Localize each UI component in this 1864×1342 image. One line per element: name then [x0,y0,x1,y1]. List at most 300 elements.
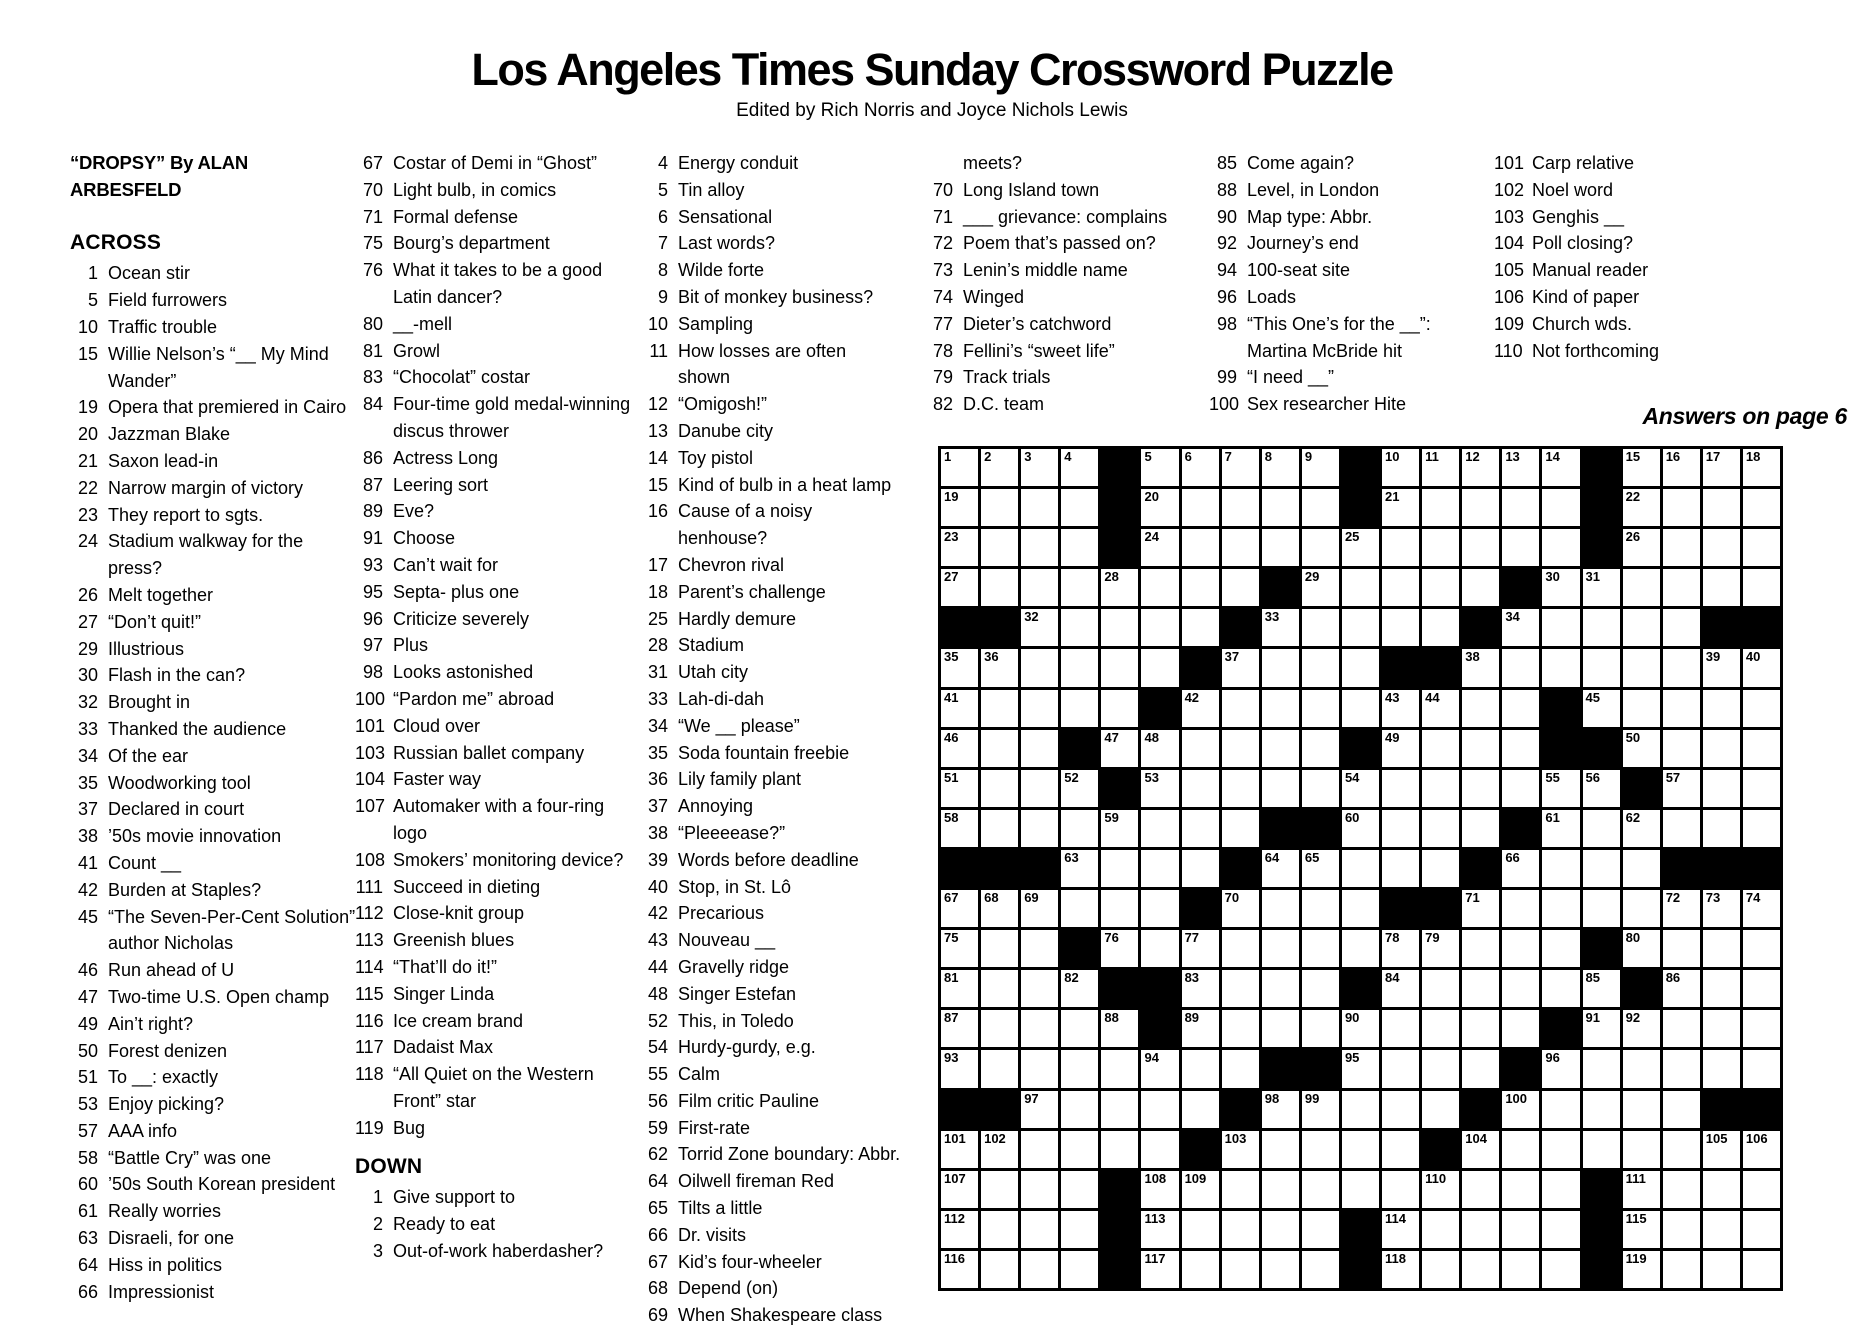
grid-cell [1623,1171,1660,1208]
grid-cell [1583,649,1620,686]
grid-cell [1182,970,1219,1007]
clue-number: 70 [932,179,953,200]
clue-text: Leering sort [393,474,489,495]
grid-cell-number: 10 [1385,449,1400,464]
clue-text: Run ahead of U [108,960,235,981]
clue-item [640,900,902,927]
clue-text: Jazzman Blake [108,424,231,445]
clue-text: Succeed in dieting [393,876,541,897]
clue-text: Kid’s four-wheeler [678,1251,822,1272]
clue-number: 6 [657,206,668,227]
down-clues-1 [355,1184,635,1264]
grid-cell [1061,970,1098,1007]
grid-cell [941,1251,978,1288]
grid-cell [1663,1211,1700,1248]
clue-number: 107 [355,796,386,817]
grid-cell [1061,850,1098,887]
grid-cell-number: 113 [1144,1210,1166,1226]
clue-item [640,632,902,659]
clue-text: Noel word [1532,179,1614,200]
grid-cell [1021,489,1058,526]
clue-text: Four-time gold medal-winning discus thrower [393,394,631,441]
clue-item [70,1038,362,1065]
grid-cell [1743,690,1780,727]
clue-number: 17 [647,554,668,575]
grid-cell [1502,649,1539,686]
clue-number: 48 [647,983,668,1004]
grid-cell-number: 116 [944,1250,965,1266]
clue-continuation [925,150,1205,177]
grid-cell-black [1663,850,1700,887]
grid-cell [981,890,1018,927]
clue-text: Energy conduit [678,153,799,173]
grid-cell-number: 8 [1264,449,1272,464]
grid-cell [1141,930,1178,967]
grid-cell [1623,1091,1660,1128]
grid-cell [1302,489,1339,526]
clue-item [640,391,902,418]
grid-cell [1663,1010,1700,1047]
grid-cell [1502,1171,1539,1208]
grid-cell [1422,730,1459,767]
grid-cell [1302,850,1339,887]
clue-number: 102 [1494,179,1525,200]
grid-cell [1542,1091,1579,1128]
grid-cell [1342,770,1379,807]
clue-number: 49 [77,1013,98,1034]
grid-cell [1743,1010,1780,1047]
grid-cell [1061,609,1098,646]
clue-item [640,1034,902,1061]
clue-item [1209,364,1495,391]
clue-number: 23 [77,504,98,525]
grid-cell-number: 35 [944,649,959,665]
grid-cell-number: 102 [984,1130,1006,1146]
grid-cell [1382,810,1419,847]
clue-item [1209,391,1495,418]
clue-text: Dadaist Max [393,1037,494,1058]
clue-number: 117 [355,1037,384,1058]
clue-item [70,582,362,609]
clue-item [355,391,635,445]
grid-cell-black [1182,1131,1219,1168]
grid-cell-number: 1 [944,449,952,464]
grid-cell [1703,1010,1740,1047]
grid-cell [1542,649,1579,686]
clue-text: Formal defense [393,206,519,227]
grid-cell [1623,730,1660,767]
grid-cell-number: 43 [1385,689,1400,705]
grid-cell [1182,810,1219,847]
grid-cell-number: 22 [1625,489,1641,505]
clue-item [640,713,902,740]
grid-cell [1061,810,1098,847]
clue-text: Parent’s challenge [678,581,826,602]
clue-item [355,900,635,927]
clue-number: 1 [372,1187,383,1208]
grid-cell [1061,1251,1098,1288]
grid-cell [1663,810,1700,847]
grid-cell [1061,890,1098,927]
grid-cell [1422,770,1459,807]
clue-text: Flash in the can? [108,665,246,686]
clue-item [925,284,1205,311]
clue-text: Level, in London [1247,179,1380,200]
grid-cell-number: 61 [1545,809,1560,825]
grid-cell [1703,489,1740,526]
clue-item [1209,177,1495,204]
grid-cell [1302,649,1339,686]
grid-cell [1422,1211,1459,1248]
clue-text: Wilde forte [678,260,765,281]
grid-cell-number: 7 [1224,449,1232,464]
clue-text: Lenin’s middle name [963,260,1128,281]
clue-text: Winged [963,286,1025,307]
clue-text: Kind of bulb in a heat lamp [678,474,892,495]
clue-text: Of the ear [108,745,189,766]
grid-cell-number: 54 [1344,769,1360,785]
grid-cell [1422,569,1459,606]
grid-cell [1141,890,1178,927]
clue-number: 21 [77,450,98,471]
grid-cell-number: 17 [1705,449,1721,464]
clue-text: Woodworking tool [108,772,251,793]
grid-cell [1342,649,1379,686]
clue-item [70,1011,362,1038]
clue-text: Burden at Staples? [108,879,262,900]
grid-cell [1743,489,1780,526]
clue-text: Actress Long [393,447,499,468]
grid-cell [1021,529,1058,566]
clue-item [640,1275,902,1302]
grid-cell [1663,1251,1700,1288]
grid-cell [1342,930,1379,967]
grid-cell [1222,1211,1259,1248]
grid-cell [1462,529,1499,566]
clue-number: 114 [355,956,384,977]
grid-cell-number: 84 [1385,970,1400,986]
grid-cell-number: 90 [1344,1010,1360,1026]
clue-text: Traffic trouble [108,316,218,337]
clue-item [355,498,635,525]
grid-cell [1542,609,1579,646]
grid-cell-number: 76 [1104,930,1119,946]
grid-cell [1623,1010,1660,1047]
grid-cell [1182,930,1219,967]
grid-cell-number: 114 [1385,1210,1407,1226]
grid-cell [1262,1131,1299,1168]
grid-cell-number: 117 [1144,1250,1166,1266]
grid-cell-number: 50 [1625,729,1641,745]
grid-cell [1021,569,1058,606]
grid-cell [1703,770,1740,807]
clue-text: meets? [963,153,1023,173]
clue-item [1209,230,1495,257]
grid-cell [1141,1050,1178,1087]
clue-item [640,338,902,392]
grid-cell [1502,1010,1539,1047]
grid-cell-black [1462,1091,1499,1128]
clue-item [925,204,1205,231]
grid-cell [1141,1091,1178,1128]
clue-text: Declared in court [108,799,245,820]
clue-item [355,338,635,365]
grid-cell [1262,489,1299,526]
clue-text: Map type: Abbr. [1247,206,1373,227]
grid-cell [1101,890,1138,927]
clue-number: 103 [1494,206,1525,227]
grid-cell-number: 42 [1184,689,1200,705]
clue-text: They report to sgts. [108,504,264,525]
grid-cell [1743,970,1780,1007]
clue-number: 5 [657,179,668,200]
grid-cell-number: 31 [1585,569,1600,585]
grid-cell [1061,770,1098,807]
grid-cell [1502,1211,1539,1248]
clue-item [355,1238,635,1265]
grid-cell [1422,1171,1459,1208]
grid-cell [1302,609,1339,646]
grid-cell [1061,1091,1098,1128]
clue-item [355,472,635,499]
clue-number: 81 [362,340,383,361]
clue-item [640,740,902,767]
grid-cell [1061,1010,1098,1047]
answers-note: Answers on page 6 [1642,403,1847,429]
grid-cell [1703,730,1740,767]
grid-cell [1743,770,1780,807]
grid-cell [1382,609,1419,646]
grid-cell [941,1131,978,1168]
clue-number: 51 [77,1067,98,1088]
grid-cell [1222,569,1259,606]
grid-cell [1623,890,1660,927]
grid-cell-black [1703,850,1740,887]
clue-item [1494,230,1764,257]
clue-item [640,1115,902,1142]
grid-cell [1462,890,1499,927]
clue-number: 104 [355,769,386,790]
grid-cell [1382,930,1419,967]
grid-cell [1502,1091,1539,1128]
clue-number: 31 [647,662,668,683]
grid-cell [1262,730,1299,767]
clue-text: ’50s South Korean president [108,1174,336,1195]
grid-cell [1542,569,1579,606]
clue-item [640,1061,902,1088]
clue-text: Dieter’s catchword [963,313,1112,334]
grid-cell-black [1583,1211,1620,1248]
grid-cell-number: 70 [1224,890,1240,906]
grid-cell [1703,810,1740,847]
grid-cell-number: 81 [944,970,959,986]
clue-number: 77 [932,313,953,334]
clue-item [640,445,902,472]
grid-cell [1382,730,1419,767]
grid-cell [1422,609,1459,646]
clue-item [640,472,902,499]
crossword-grid [938,446,1783,1291]
grid-cell-black [1583,529,1620,566]
grid-cell-number: 67 [944,890,959,906]
grid-cell-number: 60 [1344,809,1360,825]
clue-number: 36 [647,769,668,790]
clue-item [355,230,635,257]
grid-cell [1422,449,1459,486]
clue-number: 30 [77,665,98,686]
grid-cell-black [1021,850,1058,887]
grid-cell [1542,449,1579,486]
grid-cell [1262,1171,1299,1208]
grid-cell [1623,850,1660,887]
grid-cell [1743,1050,1780,1087]
clue-number: 33 [77,718,98,739]
clue-item [640,954,902,981]
clue-item [70,287,362,314]
grid-cell [1743,449,1780,486]
clue-item [1494,150,1764,177]
grid-cell-number: 108 [1144,1170,1167,1186]
clue-item [1494,257,1764,284]
clue-number: 42 [647,903,668,924]
grid-cell-black [1101,489,1138,526]
grid-cell [1182,1010,1219,1047]
grid-cell [1382,529,1419,566]
grid-cell-number: 85 [1585,970,1600,986]
clue-number: 95 [362,581,383,602]
grid-cell [1623,489,1660,526]
clue-item [640,981,902,1008]
clue-column-6 [1494,150,1764,364]
grid-cell-black [1382,890,1419,927]
grid-cell [1262,449,1299,486]
grid-cell [1021,1211,1058,1248]
clue-number: 65 [647,1198,668,1219]
grid-cell [1422,810,1459,847]
grid-cell [1262,609,1299,646]
grid-cell [1583,970,1620,1007]
grid-cell [1542,489,1579,526]
clue-item [640,686,902,713]
clue-number: 97 [362,635,383,656]
down-clues-2 [640,150,902,1329]
grid-cell [1222,890,1259,927]
grid-cell [1141,1171,1178,1208]
grid-cell-number: 97 [1024,1090,1039,1106]
grid-cell-number: 111 [1625,1170,1646,1186]
grid-cell [1502,930,1539,967]
grid-cell-black [1101,770,1138,807]
grid-cell [1021,730,1058,767]
grid-cell [1703,1050,1740,1087]
grid-cell-black [1623,970,1660,1007]
grid-cell-black [1101,1171,1138,1208]
clue-item [70,904,362,958]
clue-number: 98 [362,662,383,683]
grid-cell [1462,730,1499,767]
clue-number: 28 [647,635,668,656]
grid-cell [1021,690,1058,727]
grid-cell-number: 30 [1545,569,1560,585]
grid-cell [1262,930,1299,967]
clue-text: Ready to eat [393,1214,496,1235]
grid-cell [1663,449,1700,486]
grid-cell-number: 26 [1625,529,1641,545]
grid-cell [1021,1050,1058,1087]
grid-cell [981,569,1018,606]
clue-text: Journey’s end [1247,233,1359,254]
grid-cell-number: 82 [1064,970,1079,986]
grid-cell-number: 38 [1465,649,1480,665]
grid-cell [1262,649,1299,686]
grid-cell [1583,770,1620,807]
grid-cell [1302,449,1339,486]
clue-number: 70 [362,179,383,200]
clue-text: Hardly demure [678,608,797,629]
grid-cell-black [1542,690,1579,727]
clue-text: Opera that premiered in Cairo [108,397,347,418]
clue-number: 109 [1494,313,1525,334]
clue-text: Russian ballet company [393,742,585,763]
grid-cell [1663,770,1700,807]
clue-item [355,364,635,391]
grid-cell [1542,1131,1579,1168]
grid-cell [1222,930,1259,967]
grid-cell [1101,1091,1138,1128]
grid-cell [1583,1050,1620,1087]
grid-cell-black [1583,1171,1620,1208]
clue-text: Tin alloy [678,179,745,200]
grid-cell-black [1061,730,1098,767]
clue-column-5 [1209,150,1495,418]
grid-cell-black [1302,1050,1339,1087]
grid-cell [1542,770,1579,807]
clue-item [1209,311,1495,365]
grid-cell [1262,529,1299,566]
clue-text: Septa- plus one [393,581,520,602]
clue-text: __-mell [393,313,453,334]
grid-cell [1542,1251,1579,1288]
clue-text: Nouveau __ [678,930,776,951]
clue-number: 19 [77,397,98,418]
grid-cell [1542,890,1579,927]
grid-cell-number: 86 [1665,970,1681,986]
clue-text: “That’ll do it!” [393,956,498,977]
grid-cell [1141,850,1178,887]
clue-item [355,1211,635,1238]
grid-cell-black [1583,730,1620,767]
grid-cell [981,1050,1018,1087]
down-clues-4 [1209,150,1495,418]
grid-cell-number: 58 [944,809,959,825]
grid-cell-black [1141,970,1178,1007]
clue-number: 92 [1216,233,1237,254]
grid-cell [1182,1050,1219,1087]
clue-text: Smokers’ monitoring device? [393,849,624,870]
clue-number: 93 [362,554,383,575]
grid-cell-number: 77 [1184,930,1200,946]
grid-cell [1502,1251,1539,1288]
grid-cell [1222,1050,1259,1087]
clue-number: 94 [1216,260,1237,281]
grid-cell-number: 4 [1064,449,1072,464]
clue-item [640,1088,902,1115]
grid-cell [1302,890,1339,927]
clue-item [355,874,635,901]
clue-number: 35 [77,772,98,793]
grid-cell-number: 52 [1064,769,1079,785]
grid-cell [1021,1251,1058,1288]
